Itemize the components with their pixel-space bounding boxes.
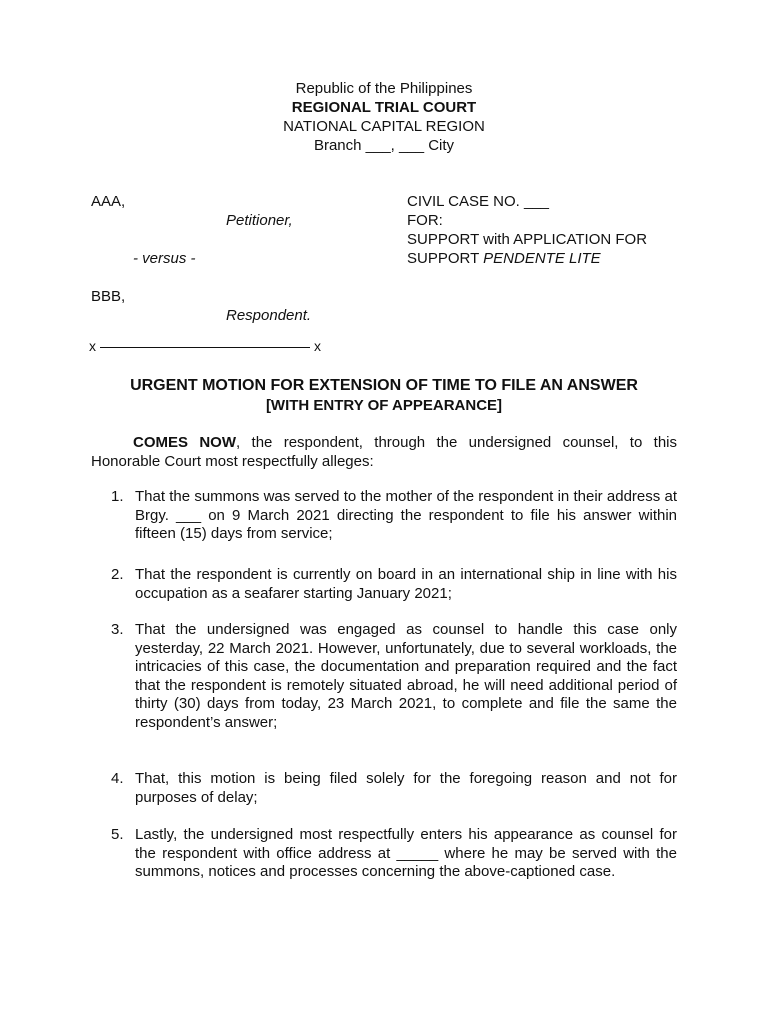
item-number: 5. [111, 826, 124, 843]
header-court: REGIONAL TRIAL COURT [291, 99, 477, 116]
caption-divider [89, 338, 321, 356]
divider-x-left: x [89, 338, 96, 354]
motion-title: URGENT MOTION FOR EXTENSION OF TIME TO FILE AN ANSWER [130, 377, 638, 394]
case-nature-line2 [407, 249, 707, 268]
header-branch: Branch ___, ___ City [313, 137, 455, 154]
respondent-name: BBB, [91, 288, 126, 305]
motion-subtitle: [WITH ENTRY OF APPEARANCE] [265, 397, 503, 414]
respondent-label: Respondent. [226, 307, 312, 324]
case-nature-line1: SUPPORT with APPLICATION FOR [407, 231, 648, 248]
header-republic: Republic of the Philippines [295, 80, 473, 97]
petitioner-label: Petitioner, [226, 212, 293, 229]
item-text: Lastly, the undersigned most respectfully enters his appearance as counsel for the respondent with office address at _____ where he may be served with the summons, notices and processes concerning the above-captioned case. [135, 826, 677, 881]
for-label: FOR: [407, 212, 443, 229]
item-number: 2. [111, 566, 124, 583]
caption-spacer [91, 268, 391, 287]
case-caption-details [407, 192, 707, 268]
case-number: CIVIL CASE NO. ___ [407, 193, 550, 210]
header-region: NATIONAL CAPITAL REGION [283, 118, 485, 135]
item-number: 3. [111, 621, 124, 638]
divider-x-right: x [314, 338, 321, 354]
item-text: That the respondent is currently on board in an international ship in line with his occupation as a seafarer starting January 2021; [135, 566, 677, 602]
case-nature-italic: PENDENTE LITE [483, 250, 601, 267]
item-text: That the summons was served to the mother of the respondent in their address at Brgy. ___ on 9 March 2021 directing the respondent to file his answer within fifteen (15) days from service; [135, 488, 677, 543]
item-text: That, this motion is being filed solely for the foregoing reason and not for purposes of delay; [135, 770, 677, 806]
intro-paragraph [91, 433, 677, 471]
petitioner-name: AAA, [91, 193, 126, 210]
court-header [0, 79, 768, 155]
versus-label: - versus - [133, 250, 196, 267]
item-number: 1. [111, 488, 124, 505]
intro-rest: , the respondent, through the undersigned counsel, to this Honorable Court most respectfully alleges: [91, 434, 677, 470]
case-nature-prefix: SUPPORT [407, 250, 484, 267]
case-caption-parties [91, 192, 391, 325]
item-number: 4. [111, 770, 124, 787]
divider-rule [100, 347, 310, 348]
item-text: That the undersigned was engaged as counsel to handle this case only yesterday, 22 March 2021. However, unfortunately, due to several workloads, the intricacies of this case, the documentation and preparation required and the fact that the respondent is remotely situated abroad, he will need additional period of thirty (30) days from today, 23 March 2021, to complete and file the same the respondent’s answer; [135, 621, 677, 731]
intro-lead: COMES NOW [133, 434, 237, 451]
caption-spacer [91, 230, 391, 249]
